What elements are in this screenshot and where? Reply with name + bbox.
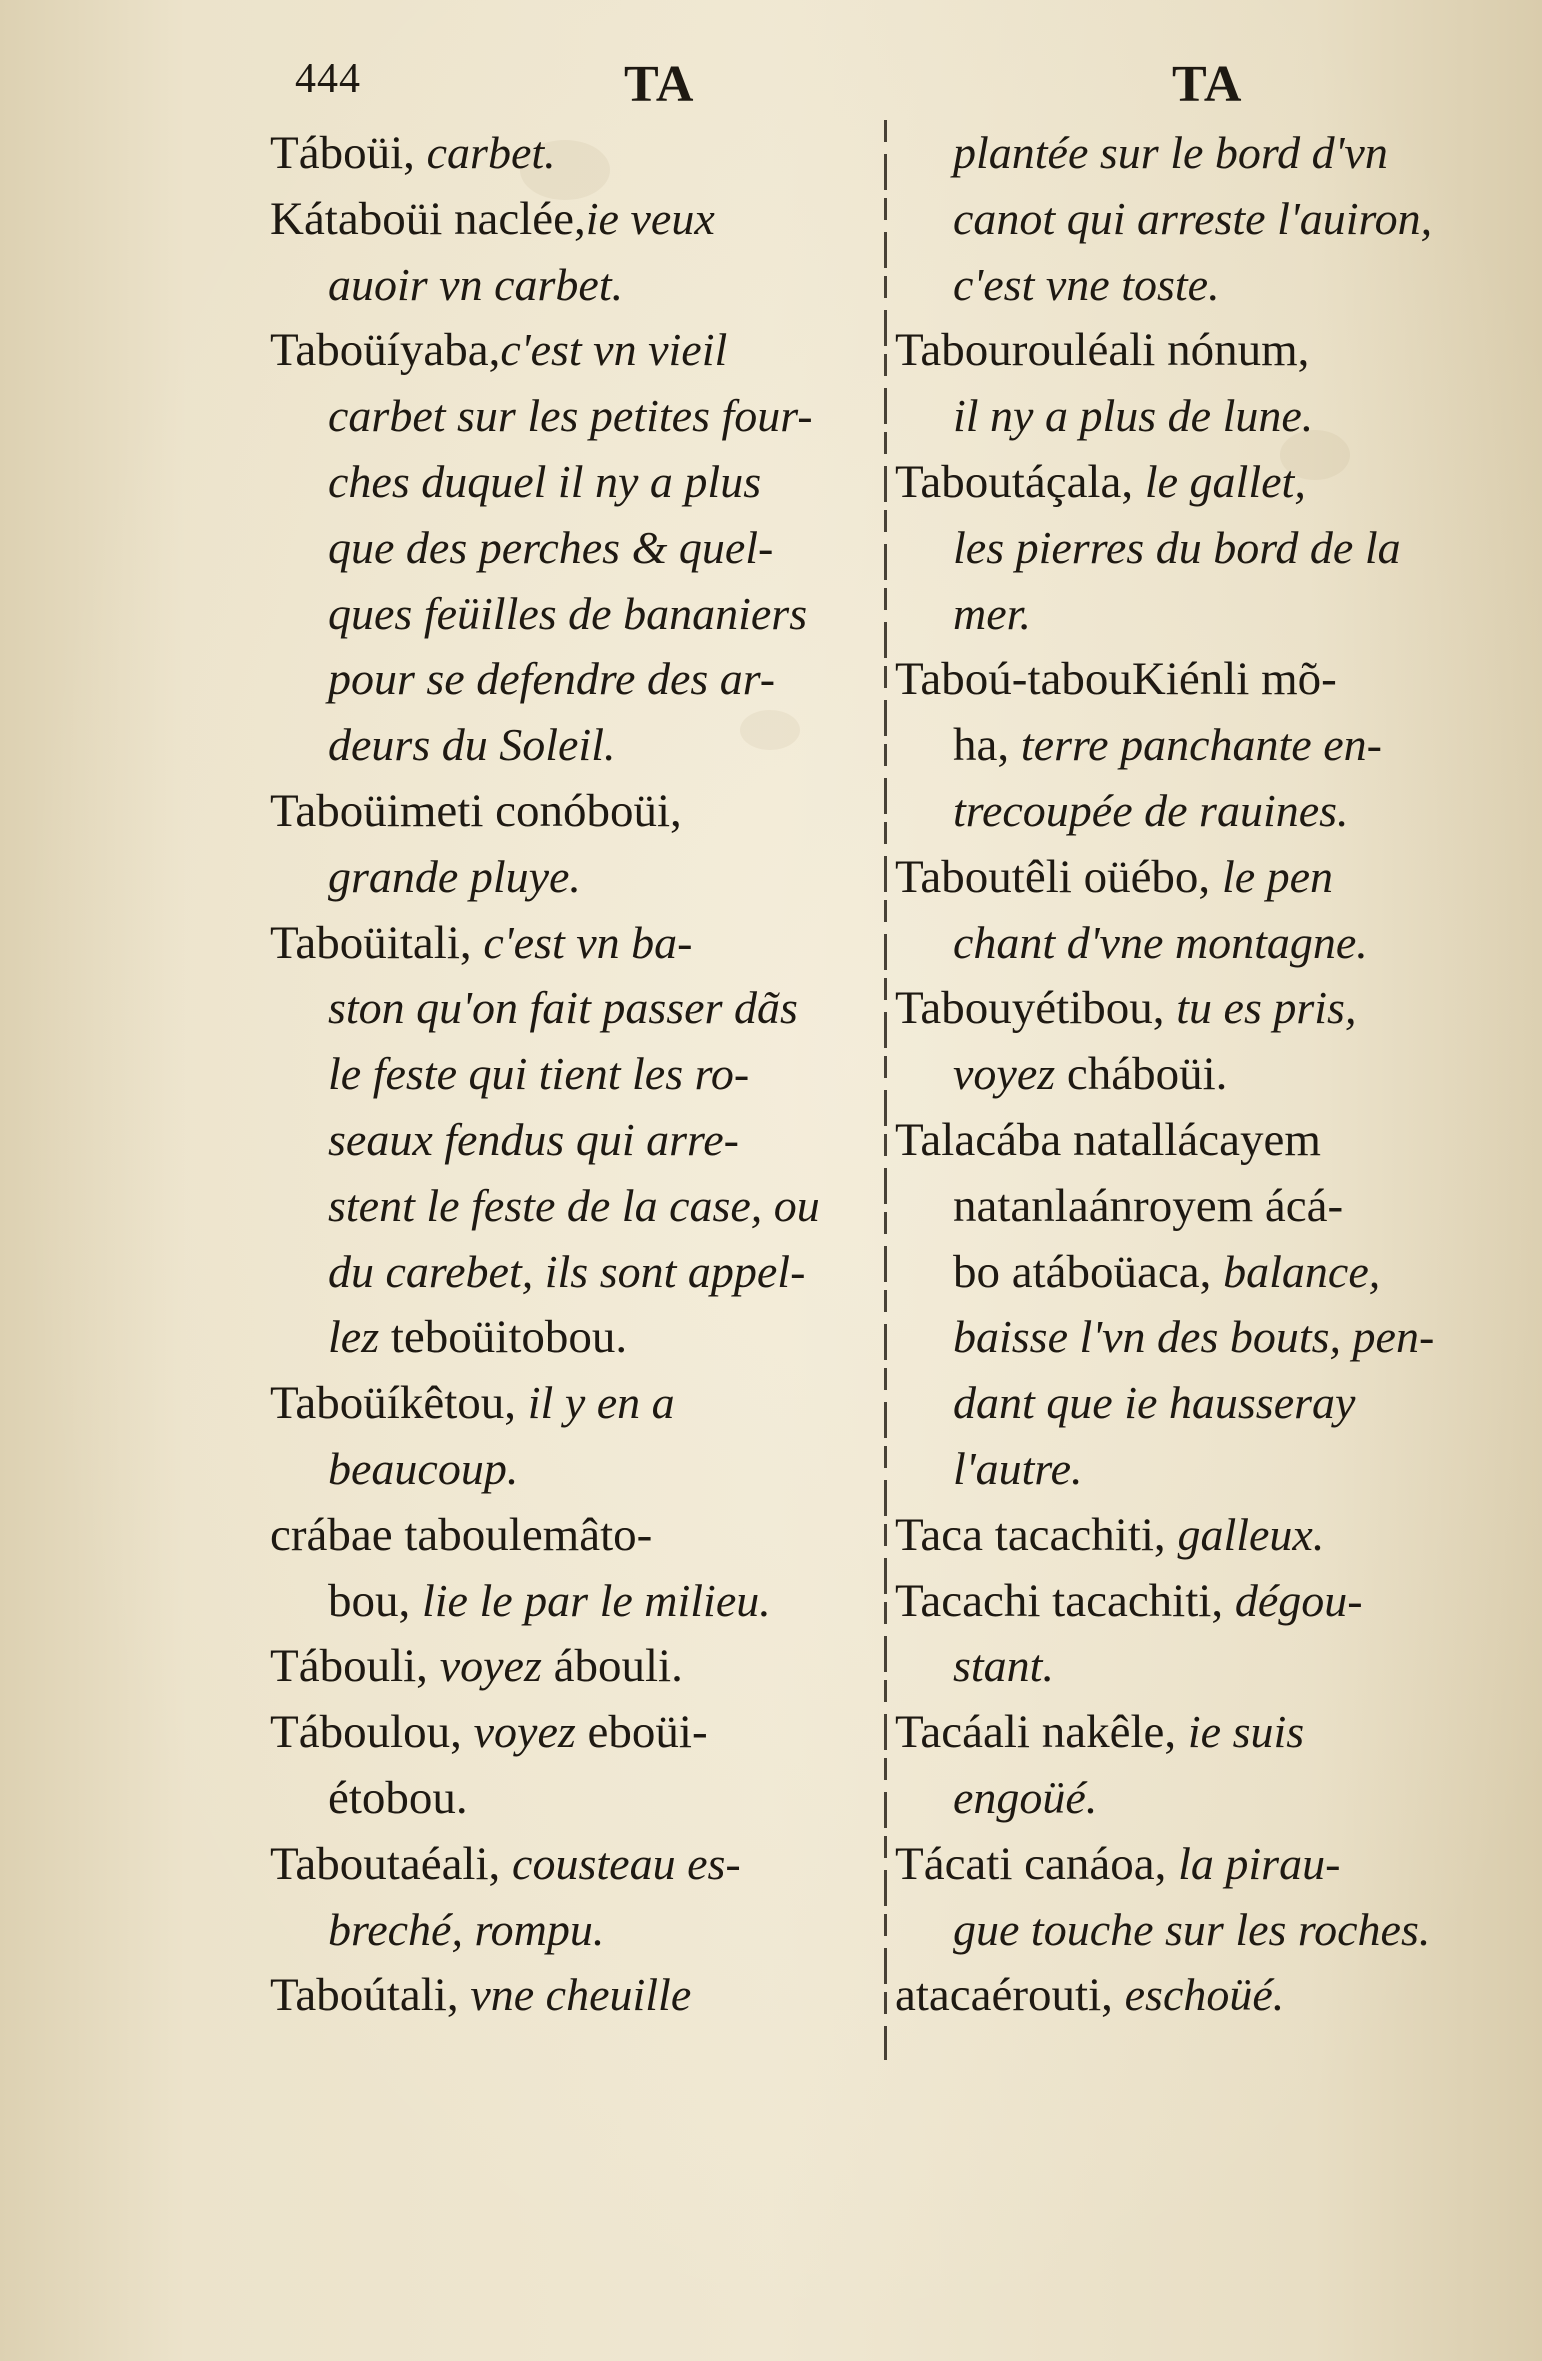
dictionary-line [270,120,875,186]
headword: Taboútali, [270,1969,471,2022]
running-head-left: TA [624,56,695,113]
left-column [270,120,875,2028]
definition: engoüé. [953,1771,1098,1823]
headword: Taboüitali, [270,916,484,969]
dictionary-line [270,1765,875,1831]
headword: Taboutêli oüébo, [895,850,1222,903]
definition: carbet. [426,127,556,178]
dictionary-line [270,515,875,581]
dictionary-line [895,1699,1505,1765]
dictionary-line [270,186,875,252]
definition: terre panchante en- [1020,719,1382,771]
dictionary-line [270,1568,875,1634]
definition: que des perches & quel- [328,521,774,573]
definition: le gallet, [1144,455,1306,507]
definition: ie suis [1187,1706,1305,1758]
dictionary-line [895,1502,1505,1568]
dictionary-line [270,317,875,383]
dictionary-line [895,778,1505,844]
headword: Taboú-tabouKiénli mõ- [895,653,1337,706]
definition: tu es pris, [1176,982,1357,1034]
dictionary-line [895,1568,1505,1634]
definition: ie veux [585,192,715,244]
dictionary-line [895,1962,1505,2028]
definition: c'est vn ba- [483,916,693,968]
headword: ha, [953,719,1021,772]
definition: voyez [439,1640,542,1692]
dictionary-line [895,186,1505,252]
dictionary-line [895,1239,1505,1305]
column-divider [884,120,887,2060]
headword: cháboüi. [1055,1048,1228,1101]
dictionary-line [270,712,875,778]
headword: teboüitobou. [379,1311,628,1364]
headword: Tacáali nakêle, [895,1706,1188,1759]
definition: gue touche sur les roches. [953,1903,1431,1955]
dictionary-line [895,1107,1505,1173]
dictionary-line [270,646,875,712]
dictionary-line [270,778,875,844]
definition: dégou- [1234,1574,1363,1626]
definition: vne cheuille [470,1969,692,2021]
dictionary-line [895,383,1505,449]
right-column [895,120,1505,2028]
definition: galleux. [1177,1508,1325,1560]
headword: Taboüíkêtou, [270,1377,528,1430]
dictionary-line [270,1304,875,1370]
definition: le feste qui tient les ro- [328,1048,750,1100]
headword: Tabourouléali nónum, [895,324,1310,377]
definition: pour se defendre des ar- [328,653,776,705]
headword: étobou. [328,1771,468,1824]
dictionary-line [270,1633,875,1699]
dictionary-line [895,252,1505,318]
definition: la pirau- [1178,1837,1341,1889]
definition: chant d'vne montagne. [953,916,1368,968]
dictionary-line [270,910,875,976]
dictionary-line [895,317,1505,383]
definition: il ny a plus de lune. [953,390,1314,442]
definition: plantée sur le bord d'vn [953,127,1388,178]
definition: lez [328,1311,380,1363]
definition: ques feüilles de bananiers [328,587,808,639]
dictionary-line [895,1831,1505,1897]
definition: breché, rompu. [328,1903,605,1955]
definition: mer. [953,587,1031,639]
definition: du carebet, ils sont appel- [328,1245,806,1297]
definition: c'est vne toste. [953,258,1220,310]
definition: beaucoup. [328,1442,519,1494]
headword: Táboulou, [270,1706,474,1759]
headword: Taca tacachiti, [895,1508,1178,1561]
dictionary-line [895,1436,1505,1502]
dictionary-line [270,1897,875,1963]
headword: Taboüimeti conóboüi, [270,784,682,837]
dictionary-line [270,1502,875,1568]
dictionary-line [270,252,875,318]
definition: dant que ie hausseray [953,1377,1356,1429]
dictionary-line [270,844,875,910]
definition: les pierres du bord de la [953,521,1401,573]
cross-reference: eboüi- [575,1706,708,1759]
definition: seaux fendus qui arre- [328,1113,739,1165]
cross-reference: ábouli. [541,1640,683,1693]
dictionary-line [895,975,1505,1041]
dictionary-line [895,1897,1505,1963]
definition: baisse l'vn des bouts, pen- [953,1311,1435,1363]
headword: Táboüi, [270,127,427,179]
definition: voyez [953,1048,1056,1100]
definition: il y en a [527,1377,675,1429]
dictionary-line [270,975,875,1041]
running-head-right: TA [1172,56,1243,113]
definition: trecoupée de rauines. [953,784,1349,836]
dictionary-line [895,1304,1505,1370]
headword: Talacába natallácayem [895,1113,1321,1166]
definition: stant. [953,1640,1054,1692]
dictionary-line [270,383,875,449]
headword: atacaérouti, [895,1969,1125,2022]
headword: bo atáboüaca, [953,1245,1224,1298]
dictionary-line [895,844,1505,910]
headword: Tabouyétibou, [895,982,1177,1035]
definition: l'autre. [953,1442,1083,1494]
definition: balance, [1223,1245,1381,1297]
dictionary-line [270,1173,875,1239]
dictionary-line [895,646,1505,712]
definition: eschoüé. [1124,1969,1285,2021]
definition: stent le feste de la case, ou [328,1179,820,1231]
headword: crábae taboulemâto- [270,1508,653,1561]
definition: ches duquel il ny a plus [328,455,762,507]
definition: carbet sur les petites four- [328,390,813,442]
definition: lie le par le milieu. [422,1574,771,1626]
dictionary-line [895,712,1505,778]
dictionary-line [895,1173,1505,1239]
dictionary-line [270,1436,875,1502]
headword: bou, [328,1574,422,1627]
dictionary-line [895,1765,1505,1831]
dictionary-line [270,1831,875,1897]
definition: grande pluye. [328,850,581,902]
dictionary-line [270,1041,875,1107]
dictionary-line [895,1041,1505,1107]
definition: le pen [1221,850,1334,902]
headword: Taboutáçala, [895,455,1145,508]
headword: Taboüíyaba, [270,324,501,377]
dictionary-line [895,449,1505,515]
running-header [0,55,1542,115]
headword: natanlaánroyem ácá- [953,1179,1344,1232]
headword: Tácati canáoa, [895,1837,1179,1890]
headword: Tábouli, [270,1640,440,1693]
dictionary-line [270,581,875,647]
dictionary-line [270,1962,875,2028]
page-number: 444 [295,56,361,102]
definition: voyez [473,1706,576,1758]
dictionary-line [895,120,1505,186]
headword: Taboutaéali, [270,1837,513,1890]
dictionary-line [895,910,1505,976]
definition: cousteau es- [512,1837,741,1889]
dictionary-line [895,1633,1505,1699]
headword: Kátaboüi naclée, [270,192,586,245]
dictionary-line [270,449,875,515]
dictionary-line [895,515,1505,581]
dictionary-line [270,1370,875,1436]
dictionary-line [895,581,1505,647]
dictionary-line [270,1107,875,1173]
definition: canot qui arreste l'auiron, [953,192,1433,244]
dictionary-line [270,1239,875,1305]
definition: c'est vn vieil [500,324,728,376]
dictionary-line [270,1699,875,1765]
headword: Tacachi tacachiti, [895,1574,1235,1627]
definition: auoir vn carbet. [328,258,624,310]
definition: deurs du Soleil. [328,719,616,771]
dictionary-line [895,1370,1505,1436]
definition: ston qu'on fait passer dãs [328,982,798,1034]
